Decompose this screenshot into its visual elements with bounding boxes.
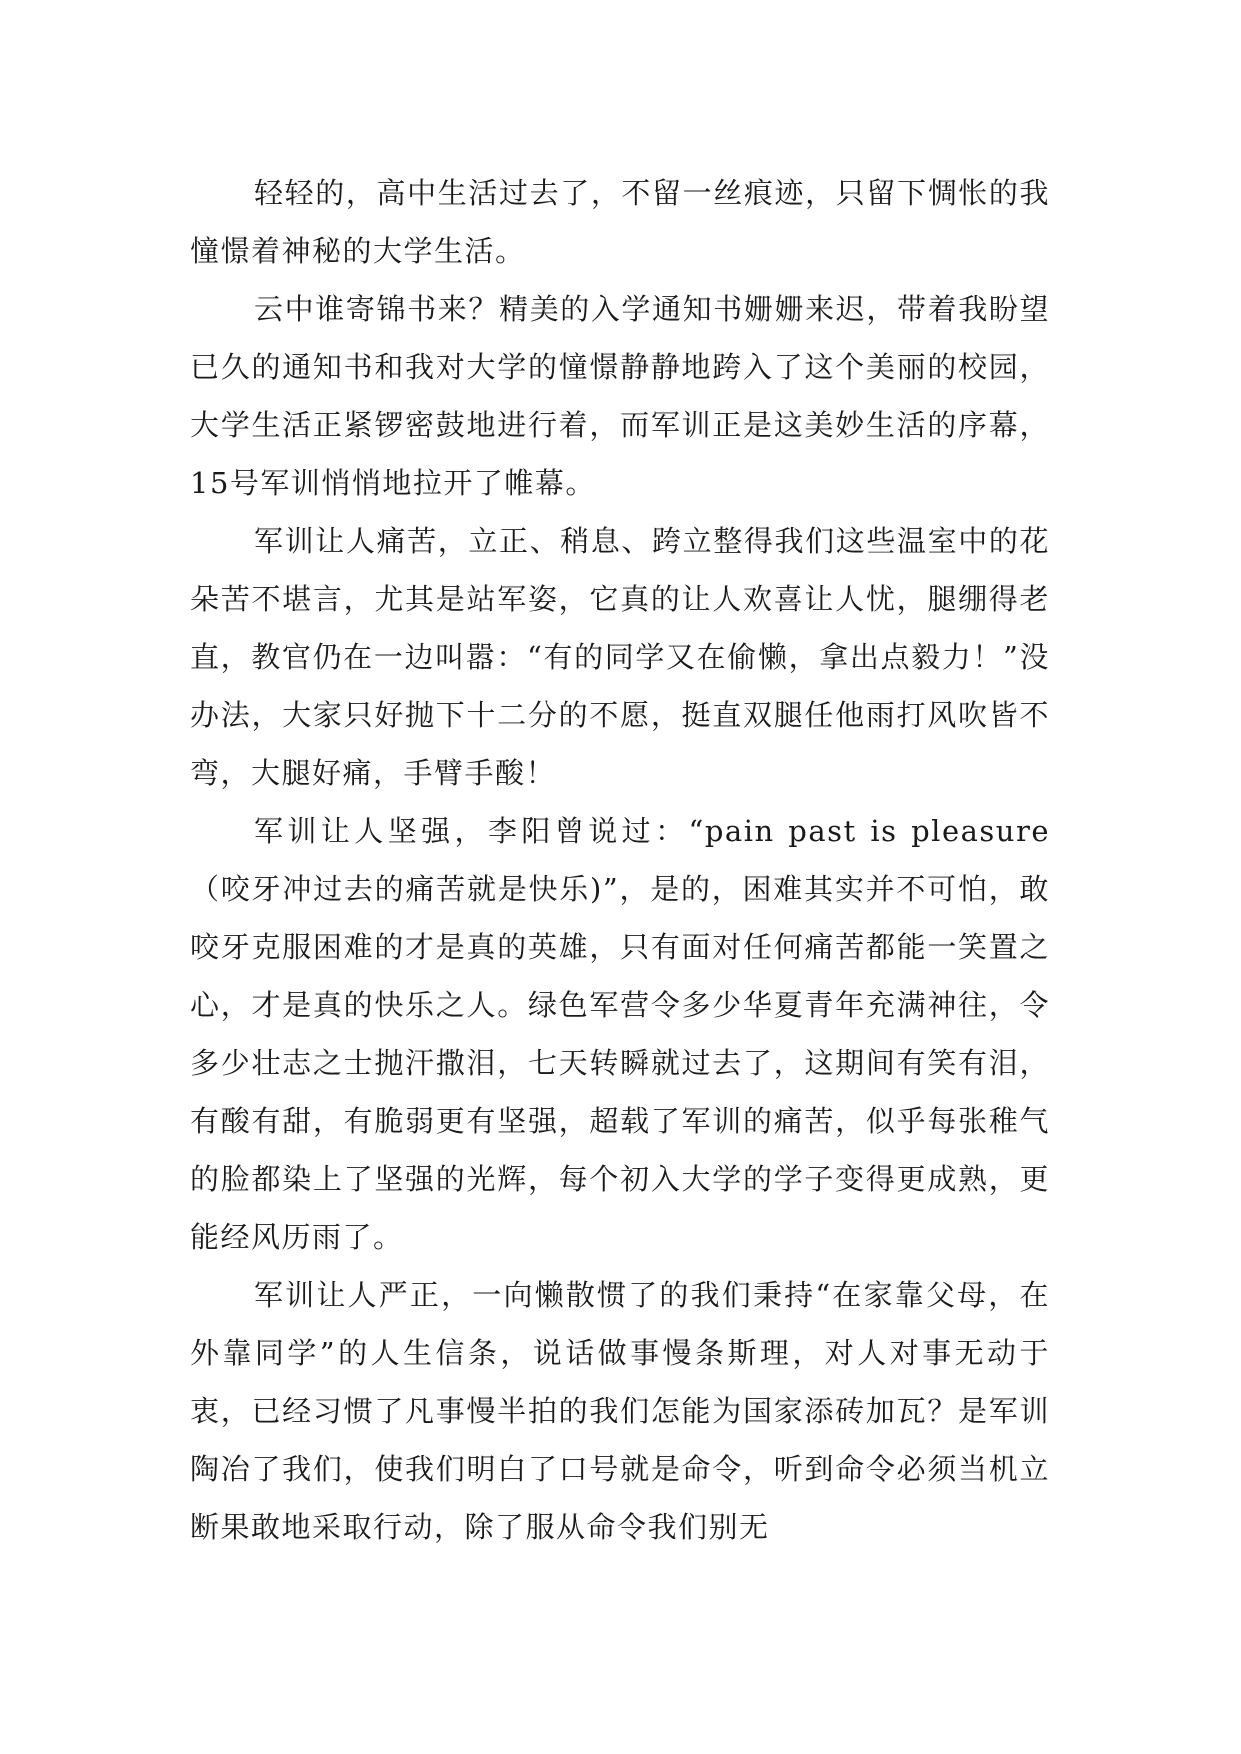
document-body: [190, 164, 1050, 1556]
paragraph-5: 军训让人严正，一向懒散惯了的我们秉持“在家靠父母，在外靠同学”的人生信条，说话做事慢条斯理，对人对事无动于衷，已经习惯了凡事慢半拍的我们怎能为国家添砖加瓦？是军训陶冶了我们，使我们明白了口号就是命令，听到命令必须当机立断果敢地采取行动，除了服从命令我们别无: [190, 1278, 1050, 1544]
paragraph-4: 军训让人坚强，李阳曾说过：“pain past is pleasure（咬牙冲过去的痛苦就是快乐)”，是的，困难其实并不可怕，敢咬牙克服困难的才是真的英雄，只有面对任何痛苦都能一笑置之心，才是真的快乐之人。绿色军营令多少华夏青年充满神往，令多少壮志之士抛汗撒泪，七天转瞬就过去了，这期间有笑有泪，有酸有甜，有脆弱更有坚强，超载了军训的痛苦，似乎每张稚气的脸都染上了坚强的光辉，每个初入大学的学子变得更成熟，更能经风历雨了。: [190, 814, 1050, 1254]
paragraph-2: 云中谁寄锦书来？精美的入学通知书姗姗来迟，带着我盼望已久的通知书和我对大学的憧憬静静地跨入了这个美丽的校园，大学生活正紧锣密鼓地进行着，而军训正是这美妙生活的序幕，15号军训悄悄地拉开了帷幕。: [190, 292, 1050, 500]
paragraph-3: 军训让人痛苦，立正、稍息、跨立整得我们这些温室中的花朵苦不堪言，尤其是站军姿，它真的让人欢喜让人忧，腿绷得老直，教官仍在一边叫嚣：“有的同学又在偷懒，拿出点毅力！”没办法，大家只好抛下十二分的不愿，挺直双腿任他雨打风吹皆不弯，大腿好痛，手臂手酸！: [190, 524, 1050, 790]
paragraph-1: 轻轻的，高中生活过去了，不留一丝痕迹，只留下惆怅的我憧憬着神秘的大学生活。: [190, 176, 1050, 268]
